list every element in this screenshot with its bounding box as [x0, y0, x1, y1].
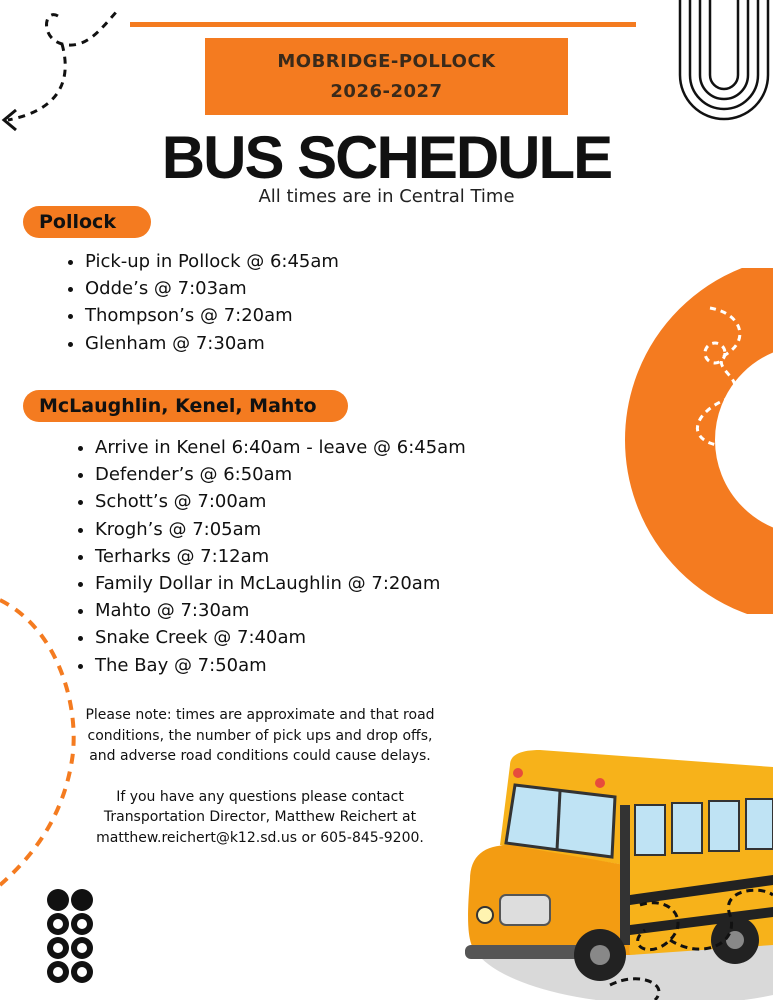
list-item: • Thompson’s @ 7:20am — [85, 302, 339, 329]
district-name: MOBRIDGE-POLLOCK — [277, 50, 496, 72]
list-item: • Defender’s @ 6:50am — [95, 461, 466, 488]
list-item: • Arrive in Kenel 6:40am - leave @ 6:45am — [95, 434, 466, 461]
timezone-note: All times are in Central Time — [258, 186, 515, 207]
list-item: • Family Dollar in McLaughlin @ 7:20am — [95, 570, 466, 597]
stop-list-pollock — [65, 248, 339, 357]
dashed-arc-icon — [0, 590, 80, 890]
list-item: • The Bay @ 7:50am — [95, 652, 466, 679]
dot-grid-icon — [46, 888, 94, 984]
dashed-arrow-icon — [0, 0, 130, 135]
list-item: • Mahto @ 7:30am — [95, 597, 466, 624]
list-item: • Krogh’s @ 7:05am — [95, 516, 466, 543]
school-bus-illustration — [440, 745, 773, 1000]
contact-text: If you have any questions please contact Transportation Director, Matthew Reichert at matthew.reichert@k12.sd.us or 605-845-9200. — [96, 788, 424, 846]
arches-icon — [675, 0, 773, 122]
notes-block — [85, 705, 435, 868]
list-item: • Pick-up in Pollock @ 6:45am — [85, 248, 339, 275]
list-item: • Terharks @ 7:12am — [95, 543, 466, 570]
stop-list-mclaughlin — [75, 434, 466, 679]
orange-ring-icon — [610, 268, 773, 614]
list-item: • Odde’s @ 7:03am — [85, 275, 339, 302]
title-banner — [205, 38, 568, 115]
route-label-mclaughlin: McLaughlin, Kenel, Mahto — [23, 390, 348, 422]
top-divider-line — [130, 22, 636, 27]
school-year: 2026-2027 — [330, 80, 443, 102]
list-item: • Glenham @ 7:30am — [85, 330, 339, 357]
list-item: • Schott’s @ 7:00am — [95, 488, 466, 515]
route-label-pollock: Pollock — [23, 206, 151, 238]
disclaimer-text: Please note: times are approximate and that road conditions, the number of pick ups and drop offs, and adverse road conditions could cause delays. — [85, 707, 435, 764]
page-title: BUS SCHEDULE — [161, 124, 612, 191]
list-item: • Snake Creek @ 7:40am — [95, 624, 466, 651]
